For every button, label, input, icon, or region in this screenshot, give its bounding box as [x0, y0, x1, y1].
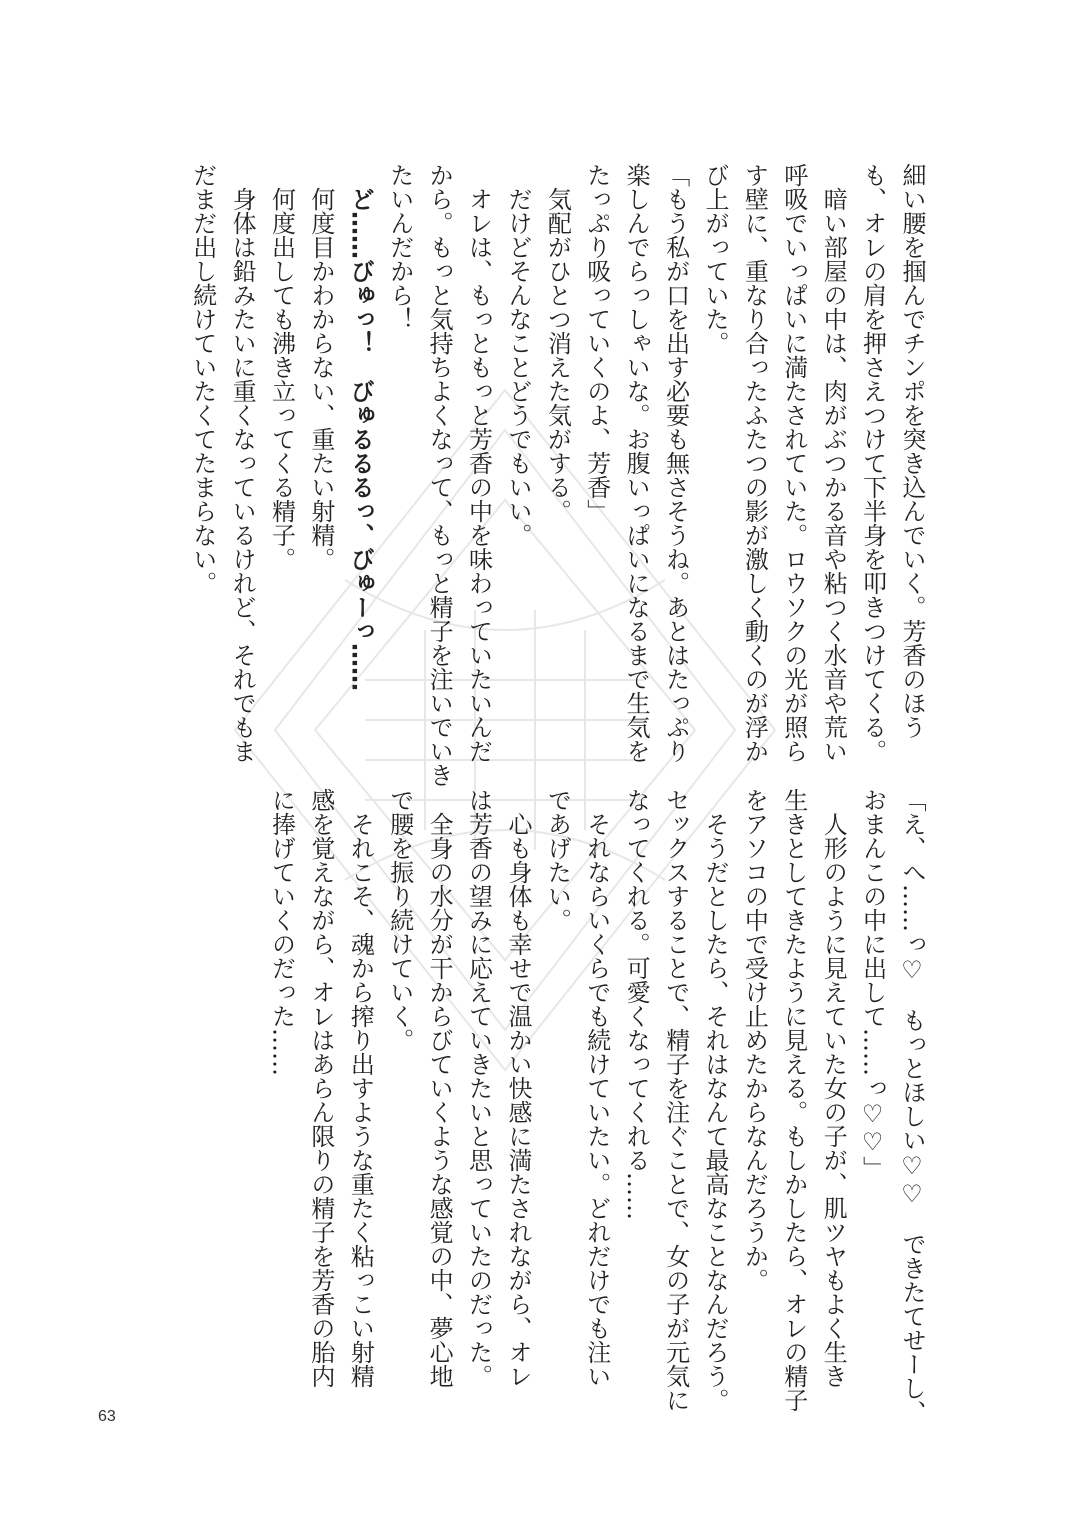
text-line: だまだ出し続けていたくてたまらない。	[188, 163, 217, 595]
text-line: から。もっと気持ちよくなって、もっと精子を注いでいき	[425, 163, 454, 787]
text-line: 生きとしてきたように見える。もしかしたら、オレの精子	[779, 788, 808, 1412]
text-line: 何度目かわからない、重たい射精。	[306, 163, 335, 571]
text-line: 楽しんでらっしゃいな。お腹いっぱいになるまで生気を	[622, 163, 651, 763]
text-line: たっぷり吸っていくのよ、芳香」	[582, 163, 611, 523]
text-line: オレは、もっともっと芳香の中を味わっていたいんだ	[464, 163, 493, 763]
text-line: それならいくらでも続けていたい。どれだけでも注い	[582, 788, 611, 1388]
text-line: に捧げていくのだった……	[267, 788, 296, 1076]
text-line: び上がっていた。	[700, 163, 729, 355]
text-line: 呼吸でいっぱいに満たされていた。ロウソクの光が照ら	[779, 163, 808, 763]
text-line: 「え、へ……っ♡ もっとほしい♡♡ できたてせーし、	[898, 788, 926, 1424]
text-line: 全身の水分が干からびていくような感覚の中、夢心地	[425, 788, 454, 1388]
page-number: 63	[98, 1408, 116, 1425]
text-line: おまんこの中に出して……っ♡♡」	[858, 788, 887, 1180]
text-line: それこそ、魂から搾り出すような重たく粘っこい射精	[346, 788, 375, 1388]
text-line: 身体は鉛みたいに重くなっているけれど、それでもま	[228, 163, 257, 763]
sound-effect-line: ど……びゅっ！ びゅるるるっ、びゅーっ……	[346, 163, 375, 691]
text-line: であげたい。	[543, 788, 572, 932]
text-line: 感を覚えながら、オレはあらん限りの精子を芳香の胎内	[306, 788, 335, 1388]
text-line: をアソコの中で受け止めたからなんだろうか。	[740, 788, 769, 1292]
text-line: だけどそんなことどうでもいい。	[503, 163, 532, 547]
text-line: たいんだから！	[385, 163, 414, 331]
text-line: 心も身体も幸せで温かい快感に満たされながら、オレ	[503, 788, 532, 1388]
text-line: セックスすることで、精子を注ぐことで、女の子が元気に	[661, 788, 690, 1412]
text-line: 人形のように見えていた女の子が、肌ツヤもよく生き	[819, 788, 848, 1388]
text-line: す壁に、重なり合ったふたつの影が激しく動くのが浮か	[740, 163, 769, 763]
text-line: 何度出しても沸き立ってくる精子。	[267, 163, 296, 571]
text-line: 細い腰を掴んでチンポを突き込んでいく。芳香のほう	[898, 163, 926, 739]
text-line: なってくれる。可愛くなってくれる……	[622, 788, 651, 1220]
text-line: も、オレの肩を押さえつけて下半身を叩きつけてくる。	[858, 163, 887, 763]
text-line: そうだとしたら、それはなんて最高なことなんだろう。	[700, 788, 729, 1412]
text-line: 「もう私が口を出す必要も無さそうね。あとはたっぷり	[661, 163, 690, 763]
text-block-bottom	[261, 788, 931, 1424]
text-line: 気配がひとつ消えた気がする。	[543, 163, 572, 523]
text-line: で腰を振り続けていく。	[385, 788, 414, 1052]
text-block-top	[182, 163, 931, 787]
text-line: 暗い部屋の中は、肉がぶつかる音や粘つく水音や荒い	[819, 163, 848, 763]
text-line: は芳香の望みに応えていきたいと思っていたのだった。	[464, 788, 493, 1388]
